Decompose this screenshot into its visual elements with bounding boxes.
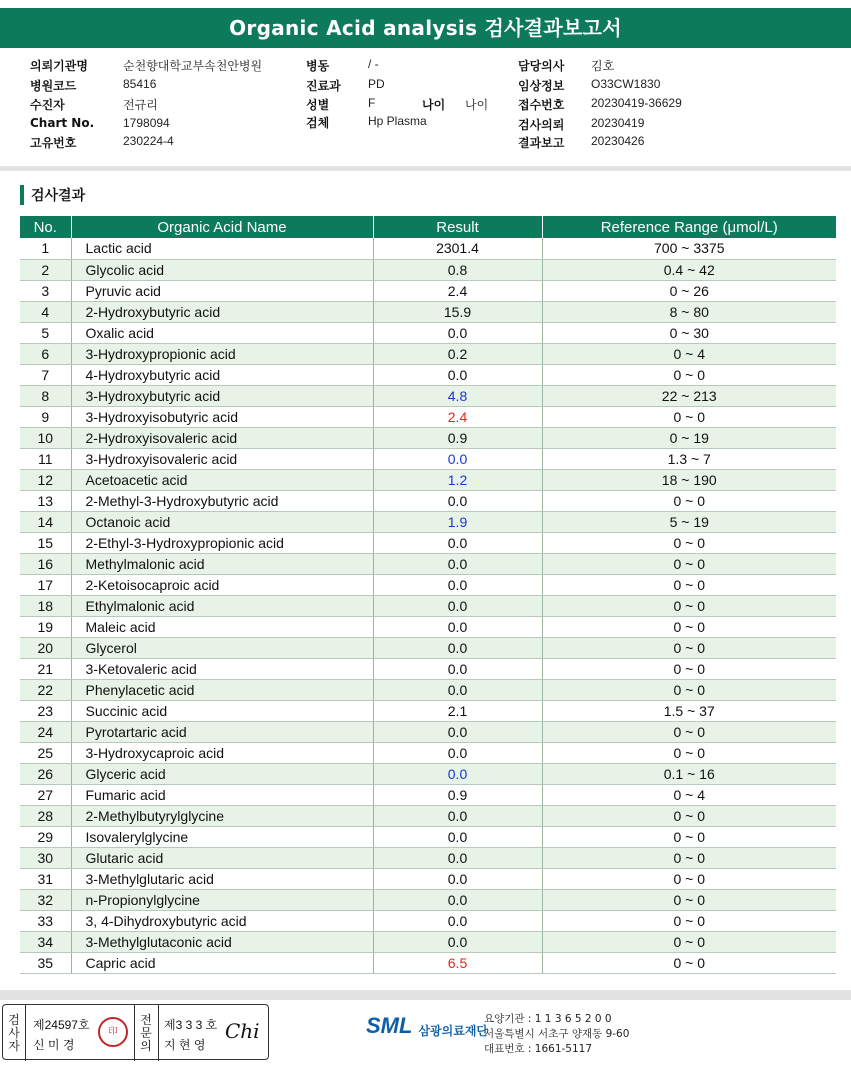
acid-name: 3-Ketovaleric acid [71,658,373,679]
result-value: 0.0 [373,595,542,616]
reference-range: 0 ~ 26 [542,280,836,301]
result-value: 0.0 [373,805,542,826]
reference-range: 0 ~ 0 [542,406,836,427]
table-row [20,427,836,448]
result-value: 15.9 [373,301,542,322]
acid-name: 2-Hydroxyisovaleric acid [71,427,373,448]
report-value: 20230426 [591,134,645,148]
request-label: 검사의뢰 [518,118,565,132]
section-title: 검사결과 [31,188,86,204]
row-number: 15 [20,532,71,553]
receipt-label: 접수번호 [518,98,565,112]
sex-value: F [368,96,376,110]
result-value: 0.0 [373,679,542,700]
reference-range: 0 ~ 0 [542,910,836,931]
table-row [20,364,836,385]
reference-range: 0 ~ 0 [542,616,836,637]
row-number: 8 [20,385,71,406]
row-number: 10 [20,427,71,448]
report-title: Organic Acid analysis 검사결과보고서 [0,8,851,48]
result-value: 0.0 [373,574,542,595]
reference-range: 22 ~ 213 [542,385,836,406]
row-number: 6 [20,343,71,364]
acid-name: n-Propionylglycine [71,889,373,910]
acid-name: 3-Hydroxyisovaleric acid [71,448,373,469]
acid-name: 3-Hydroxycaproic acid [71,742,373,763]
acid-name: 2-Ethyl-3-Hydroxypropionic acid [71,532,373,553]
tester-label: 검 사 자 [8,1012,20,1053]
result-value: 0.0 [373,847,542,868]
row-number: 28 [20,805,71,826]
reference-range: 8 ~ 80 [542,301,836,322]
report-label: 결과보고 [518,136,565,150]
header-result: Result [373,216,542,238]
receipt-value: 20230419-36629 [591,96,682,110]
table-row [20,658,836,679]
table-row [20,574,836,595]
row-number: 21 [20,658,71,679]
table-row [20,259,836,280]
row-number: 30 [20,847,71,868]
reference-range: 0 ~ 0 [542,679,836,700]
institution-code: 요양기관 : 1 1 3 6 5 2 0 0 [484,1013,612,1025]
footer-divider [0,990,851,1000]
result-value: 0.0 [373,616,542,637]
row-number: 9 [20,406,71,427]
result-value: 0.8 [373,259,542,280]
signature-box [2,1004,269,1060]
reference-range: 0 ~ 0 [542,952,836,973]
row-number: 20 [20,637,71,658]
acid-name: Oxalic acid [71,322,373,343]
ward-label: 병동 [306,59,330,73]
table-row [20,616,836,637]
table-row [20,238,836,259]
institution-info [484,1012,629,1057]
reference-range: 0 ~ 0 [542,490,836,511]
section-marker [20,185,24,205]
result-value: 0.0 [373,322,542,343]
specialist-name: 지 현 영 [164,1038,206,1052]
acid-name: Methylmalonic acid [71,553,373,574]
acid-name: Lactic acid [71,238,373,259]
table-row [20,511,836,532]
table-row [20,889,836,910]
reference-range: 0 ~ 0 [542,826,836,847]
row-number: 31 [20,868,71,889]
dept-label: 진료과 [306,79,341,93]
table-row [20,826,836,847]
result-value: 0.0 [373,931,542,952]
acid-name: Phenylacetic acid [71,679,373,700]
result-value: 0.0 [373,763,542,784]
result-value: 1.2 [373,469,542,490]
patient-label: 수진자 [30,98,65,112]
reference-range: 0 ~ 0 [542,889,836,910]
reference-range: 0 ~ 0 [542,553,836,574]
acid-name: Octanoic acid [71,511,373,532]
row-number: 22 [20,679,71,700]
row-number: 19 [20,616,71,637]
acid-name: Glutaric acid [71,847,373,868]
chart-label: Chart No. [30,116,95,130]
reference-range: 5 ~ 19 [542,511,836,532]
result-value: 2.4 [373,280,542,301]
header-no: No. [20,216,71,238]
result-value: 2301.4 [373,238,542,259]
reference-range: 0 ~ 0 [542,595,836,616]
table-row [20,343,836,364]
table-row [20,406,836,427]
acid-name: Isovalerylglycine [71,826,373,847]
row-number: 2 [20,259,71,280]
acid-name: Maleic acid [71,616,373,637]
result-value: 0.0 [373,721,542,742]
row-number: 17 [20,574,71,595]
result-value: 0.0 [373,868,542,889]
acid-name: Pyrotartaric acid [71,721,373,742]
result-value: 0.0 [373,658,542,679]
clinical-label: 임상정보 [518,79,565,93]
acid-name: Fumaric acid [71,784,373,805]
table-row [20,532,836,553]
acid-name: Pyruvic acid [71,280,373,301]
header-reference: Reference Range (μmol/L) [542,216,836,238]
row-number: 1 [20,238,71,259]
code-label: 병원코드 [30,79,77,93]
row-number: 14 [20,511,71,532]
result-value: 0.0 [373,553,542,574]
table-header-row [20,216,836,238]
reference-range: 0 ~ 0 [542,847,836,868]
result-value: 0.0 [373,889,542,910]
result-value: 4.8 [373,385,542,406]
row-number: 7 [20,364,71,385]
row-number: 33 [20,910,71,931]
row-number: 13 [20,490,71,511]
request-value: 20230419 [591,116,645,130]
result-value: 2.1 [373,700,542,721]
acid-name: 2-Hydroxybutyric acid [71,301,373,322]
row-number: 5 [20,322,71,343]
table-row [20,301,836,322]
reference-range: 0 ~ 0 [542,805,836,826]
sign-divider [158,1005,159,1061]
row-number: 23 [20,700,71,721]
reference-range: 0 ~ 0 [542,364,836,385]
header-divider [0,166,851,171]
reference-range: 1.5 ~ 37 [542,700,836,721]
row-number: 4 [20,301,71,322]
table-row [20,280,836,301]
institution-phone: 대표번호 : 1661-5117 [484,1043,593,1055]
logo-mark: SML [366,1013,413,1038]
acid-name: 3-Hydroxypropionic acid [71,343,373,364]
acid-name: 2-Methylbutyrylglycine [71,805,373,826]
acid-name: 3-Methylglutaconic acid [71,931,373,952]
table-row [20,721,836,742]
result-value: 0.2 [373,343,542,364]
result-value: 0.0 [373,532,542,553]
ward-value: / - [368,57,379,71]
acid-name: Capric acid [71,952,373,973]
table-row [20,910,836,931]
reference-range: 0 ~ 4 [542,784,836,805]
reference-range: 0 ~ 4 [542,343,836,364]
table-body [20,238,836,973]
row-number: 32 [20,889,71,910]
reference-range: 0 ~ 0 [542,742,836,763]
row-number: 25 [20,742,71,763]
section-heading [20,185,85,205]
doctor-label: 담당의사 [518,59,565,73]
signature: Chi [225,1019,260,1043]
acid-name: Ethylmalonic acid [71,595,373,616]
sex-label: 성별 [306,98,330,112]
logo-name: 삼광의료재단 [418,1023,489,1038]
reference-range: 0 ~ 19 [542,427,836,448]
reference-range: 0 ~ 30 [542,322,836,343]
acid-name: Glycolic acid [71,259,373,280]
header-name: Organic Acid Name [71,216,373,238]
acid-name: Succinic acid [71,700,373,721]
tester-number: 제24597호 [33,1018,90,1032]
institution-address: 서울특별시 서초구 양재동 9-60 [484,1028,630,1040]
hospital-label: 의뢰기관명 [30,59,88,73]
table-row [20,700,836,721]
result-value: 0.9 [373,784,542,805]
age-value: 나이 [465,98,489,112]
sign-divider [25,1005,26,1061]
reference-range: 0 ~ 0 [542,532,836,553]
result-value: 1.9 [373,511,542,532]
table-row [20,679,836,700]
result-value: 2.4 [373,406,542,427]
table-row [20,490,836,511]
reference-range: 700 ~ 3375 [542,238,836,259]
unique-value: 230224-4 [123,134,174,148]
table-row [20,553,836,574]
specialist-label: 전 문 의 [140,1012,152,1053]
row-number: 24 [20,721,71,742]
specimen-label: 검체 [306,116,330,130]
acid-name: 3-Methylglutaric acid [71,868,373,889]
row-number: 12 [20,469,71,490]
row-number: 16 [20,553,71,574]
row-number: 35 [20,952,71,973]
row-number: 26 [20,763,71,784]
reference-range: 0 ~ 0 [542,868,836,889]
acid-name: 2-Methyl-3-Hydroxybutyric acid [71,490,373,511]
reference-range: 0 ~ 0 [542,637,836,658]
row-number: 34 [20,931,71,952]
unique-label: 고유번호 [30,136,77,150]
table-row [20,637,836,658]
table-row [20,952,836,973]
reference-range: 0 ~ 0 [542,574,836,595]
acid-name: 4-Hydroxybutyric acid [71,364,373,385]
table-row [20,469,836,490]
results-table [20,216,836,974]
acid-name: Acetoacetic acid [71,469,373,490]
result-value: 0.9 [373,427,542,448]
table-row [20,847,836,868]
table-row [20,322,836,343]
table-row [20,868,836,889]
table-row [20,931,836,952]
code-value: 85416 [123,77,157,91]
result-value: 0.0 [373,448,542,469]
acid-name: 3, 4-Dihydroxybutyric acid [71,910,373,931]
specialist-number: 제3 3 3 호 [164,1018,218,1032]
reference-range: 0 ~ 0 [542,658,836,679]
reference-range: 0 ~ 0 [542,931,836,952]
clinical-value: O33CW1830 [591,77,661,91]
row-number: 18 [20,595,71,616]
acid-name: Glyceric acid [71,763,373,784]
result-value: 0.0 [373,742,542,763]
sml-logo [366,1013,488,1039]
table-row [20,385,836,406]
table-row [20,805,836,826]
age-label: 나이 [422,98,446,112]
reference-range: 0.4 ~ 42 [542,259,836,280]
hospital-value: 순천향대학교부속천안병원 [123,59,263,73]
patient-value: 전규리 [123,98,158,112]
patient-info [0,52,851,164]
table-row [20,784,836,805]
result-value: 0.0 [373,826,542,847]
row-number: 11 [20,448,71,469]
acid-name: 3-Hydroxybutyric acid [71,385,373,406]
acid-name: Glycerol [71,637,373,658]
table-row [20,763,836,784]
table-row [20,595,836,616]
seal-stamp: 印 [98,1017,128,1047]
row-number: 3 [20,280,71,301]
doctor-value: 김호 [591,59,615,73]
acid-name: 2-Ketoisocaproic acid [71,574,373,595]
specimen-value: Hp Plasma [368,114,427,128]
table-row [20,448,836,469]
chart-value: 1798094 [123,116,170,130]
reference-range: 18 ~ 190 [542,469,836,490]
acid-name: 3-Hydroxyisobutyric acid [71,406,373,427]
reference-range: 1.3 ~ 7 [542,448,836,469]
result-value: 0.0 [373,637,542,658]
table-row [20,742,836,763]
result-value: 6.5 [373,952,542,973]
reference-range: 0 ~ 0 [542,721,836,742]
reference-range: 0.1 ~ 16 [542,763,836,784]
result-value: 0.0 [373,364,542,385]
row-number: 29 [20,826,71,847]
result-value: 0.0 [373,910,542,931]
tester-name: 신 미 경 [33,1038,75,1052]
dept-value: PD [368,77,385,91]
row-number: 27 [20,784,71,805]
result-value: 0.0 [373,490,542,511]
